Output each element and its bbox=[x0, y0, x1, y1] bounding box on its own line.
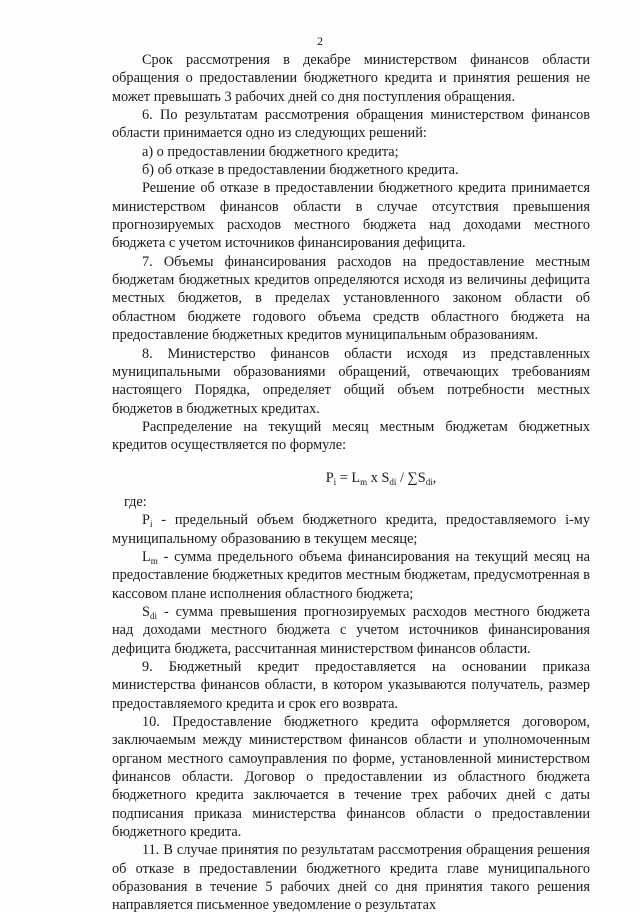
paragraph: 9. Бюджетный кредит предоставляется на основании приказа министерства финансов области, в котором указываются получатель, размер предоставляемого кредита и срок его возврата. bbox=[112, 659, 590, 712]
distribution-formula: $P_i = L_m$ x $S_{di} / \sum S_{di}$, bbox=[325, 469, 437, 487]
where-label: где: bbox=[124, 493, 147, 510]
paragraph: 8. Министерство финансов области исходя из представленных муниципальными образованиями обращений, отвечающих требованиям настоящего Порядка, определяет общий объем потребности местных бюджетов в бюджетных кредитах. bbox=[112, 345, 590, 417]
paragraph: 10. Предоставление бюджетного кредита оформляется договором, заключаемым между министерством финансов области и уполномоченным органом местного самоуправления по форме, установленной министерством финансов области. Договор о предоставлении из областного бюджета бюджетного кредита заключается в течение трех рабочих дней с даты подписания приказа министерства финансов области о предоставлении бюджетного кредита. bbox=[112, 714, 590, 841]
paragraph: Распределение на текущий месяц местным бюджетам бюджетных кредитов осуществляется по формуле: bbox=[112, 418, 590, 454]
paragraph: б) об отказе в предоставлении бюджетного кредита. bbox=[142, 162, 459, 179]
paragraph: 11. В случае принятия по результатам рассмотрения обращения решения об отказе в предоставлении бюджетного кредита главе муниципального образования в течение 5 рабочих дней со дня принятия такого решения направляется письменное уведомление о результатах bbox=[112, 842, 590, 914]
definition-s: $S_{di}$ - сумма превышения прогнозируемых расходов местного бюджета над доходами местного бюджета с учетом источников финансирования дефицита бюджета, рассчитанная министерством финансов области. bbox=[112, 603, 590, 657]
document-body bbox=[112, 51, 590, 915]
page-number: 2 bbox=[317, 34, 323, 48]
paragraph: Срок рассмотрения в декабре министерством финансов области обращения о предоставлении бюджетного кредита и принятия решения не может превышать 3 рабочих дней со дня поступления обращения. bbox=[112, 52, 590, 105]
paragraph: а) о предоставлении бюджетного кредита; bbox=[142, 143, 399, 160]
definition-p: $P_i$ - предельный объем бюджетного кредита, предоставляемого i-му муниципальному образованию в текущем месяце; bbox=[112, 512, 590, 547]
paragraph: Решение об отказе в предоставлении бюджетного кредита принимается министерством финансов области в случае отсутствия превышения прогнозируемых расходов местного бюджета над доходами местного бюджета с учетом источников финансирования дефицита. bbox=[112, 180, 590, 252]
definition-l: $L_m$ - сумма предельного объема финансирования на текущий месяц на предоставление бюджетных кредитов местным бюджетам, предусмотренная в кассовом плане исполнения областного бюджета; bbox=[112, 548, 590, 602]
paragraph: 6. По результатам рассмотрения обращения министерством финансов области принимается одно из следующих решений: bbox=[112, 107, 590, 142]
paragraph: 7. Объемы финансирования расходов на предоставление местным бюджетам бюджетных кредитов определяются исходя из величины дефицита местных бюджетов, в пределах установленного законом области об областном бюджете годового объема средств областного бюджета на предоставление бюджетных кредитов муниципальным образованиям. bbox=[112, 253, 590, 344]
